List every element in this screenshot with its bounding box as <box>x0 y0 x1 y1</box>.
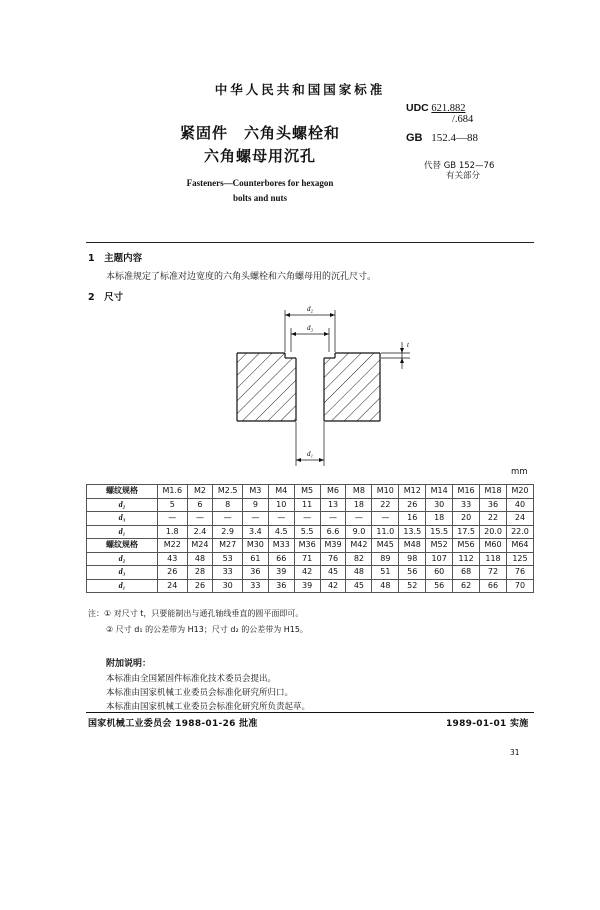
organization-heading: 中华人民共和国国家标准 <box>214 82 386 97</box>
appendix-heading: 附加说明： <box>106 659 152 669</box>
table-cell: 2.4 <box>187 525 213 539</box>
table-cell: 33 <box>213 566 243 580</box>
appendix-line-1: 本标准由全国紧固件标准化技术委员会提出。 <box>106 674 277 684</box>
table-cell: 53 <box>213 552 243 566</box>
table-cell: — <box>268 512 294 526</box>
table-row <box>87 579 534 593</box>
udc-label: UDC <box>406 102 429 114</box>
table-note-2: ② 尺寸 d₁ 的公差带为 H13；尺寸 d₂ 的公差带为 H15。 <box>106 625 308 634</box>
thread-size-cell: M2 <box>187 485 213 499</box>
page-number: 31 <box>510 748 520 757</box>
udc-code <box>406 102 473 125</box>
table-row <box>87 552 534 566</box>
table-cell: — <box>346 512 372 526</box>
table-cell: 82 <box>346 552 372 566</box>
table-cell: 36 <box>480 498 507 512</box>
section1-text: 本标准规定了标准对边宽度的六角头螺栓和六角螺母用的沉孔尺寸。 <box>106 272 377 282</box>
thread-size-cell: M22 <box>158 539 188 553</box>
footer-rule <box>86 712 534 713</box>
thread-size-cell: M14 <box>426 485 453 499</box>
dimension-label <box>87 498 158 512</box>
table-cell: 26 <box>399 498 426 512</box>
dimension-symbol: d₁ <box>118 526 126 536</box>
table-cell: 20.0 <box>480 525 507 539</box>
dimension-label <box>87 579 158 593</box>
table-header-row <box>87 539 534 553</box>
table-cell: 42 <box>294 566 320 580</box>
table-row <box>87 512 534 526</box>
thread-size-cell: M1.6 <box>158 485 188 499</box>
table-row <box>87 498 534 512</box>
table-cell: 89 <box>372 552 399 566</box>
table-cell: 18 <box>426 512 453 526</box>
table-cell: 48 <box>346 566 372 580</box>
thread-size-cell: M64 <box>506 539 533 553</box>
table-row <box>87 566 534 580</box>
gb-label: GB <box>406 132 423 144</box>
thread-size-cell: M24 <box>187 539 213 553</box>
thread-size-cell: M27 <box>213 539 243 553</box>
table-cell: 45 <box>320 566 346 580</box>
table-cell: 24 <box>506 512 533 526</box>
table-cell: 16 <box>399 512 426 526</box>
title-cn-line1: 紧固件 六角头螺栓和 <box>179 124 340 142</box>
thread-size-cell: M56 <box>453 539 480 553</box>
table-cell: 6.6 <box>320 525 346 539</box>
table-cell: 39 <box>268 566 294 580</box>
table-cell: 3.4 <box>242 525 268 539</box>
thread-size-cell: M36 <box>294 539 320 553</box>
table-cell: 66 <box>268 552 294 566</box>
thread-spec-label: 螺纹规格 <box>87 539 158 553</box>
thread-size-cell: M18 <box>480 485 507 499</box>
thread-size-cell: M30 <box>242 539 268 553</box>
thread-size-cell: M6 <box>320 485 346 499</box>
table-cell: 2.9 <box>213 525 243 539</box>
table-cell: 30 <box>213 579 243 593</box>
section1-heading: 1 主题内容 <box>88 253 143 264</box>
table-cell: 36 <box>242 566 268 580</box>
d2-label: d₂ <box>307 305 313 313</box>
table-note-1: 注：① 对尺寸 t，只要能制出与通孔轴线垂直的圆平面即可。 <box>88 609 304 618</box>
table-cell: 10 <box>268 498 294 512</box>
table-cell: 40 <box>506 498 533 512</box>
thread-size-cell: M2.5 <box>213 485 243 499</box>
dimension-symbol: d₂ <box>118 499 126 509</box>
table-cell: 33 <box>453 498 480 512</box>
table-cell: — <box>158 512 188 526</box>
table-cell: 6 <box>187 498 213 512</box>
table-cell: — <box>213 512 243 526</box>
table-cell: 13.5 <box>399 525 426 539</box>
thread-size-cell: M48 <box>399 539 426 553</box>
approval-date: 国家机械工业委员会 1988-01-26 批准 <box>88 719 258 729</box>
dimension-label <box>87 512 158 526</box>
table-cell: 22 <box>372 498 399 512</box>
table-cell: 71 <box>294 552 320 566</box>
table-cell: 56 <box>399 566 426 580</box>
table-cell: 26 <box>158 566 188 580</box>
table-cell: 26 <box>187 579 213 593</box>
table-cell: 70 <box>506 579 533 593</box>
table-cell: 43 <box>158 552 188 566</box>
dimension-symbol: d₂ <box>118 553 126 563</box>
title-en-line1: Fasteners—Counterbores for hexagon <box>186 178 334 188</box>
table-cell: 11 <box>294 498 320 512</box>
table-cell: 76 <box>506 566 533 580</box>
table-cell: 36 <box>268 579 294 593</box>
dimension-symbol: d₃ <box>118 513 126 523</box>
table-cell: 9 <box>242 498 268 512</box>
table-cell: 48 <box>372 579 399 593</box>
table-cell: 107 <box>426 552 453 566</box>
title-cn-line2: 六角螺母用沉孔 <box>203 147 316 165</box>
table-cell: 56 <box>426 579 453 593</box>
table-cell: 11.0 <box>372 525 399 539</box>
table-cell: 33 <box>242 579 268 593</box>
replaces-part: 有关部分 <box>446 171 481 181</box>
gb-number-value: 152.4—88 <box>431 132 478 144</box>
table-cell: 45 <box>346 579 372 593</box>
table-cell: 42 <box>320 579 346 593</box>
table-cell: 61 <box>242 552 268 566</box>
thread-size-cell: M5 <box>294 485 320 499</box>
table-cell: 62 <box>453 579 480 593</box>
table-cell: — <box>320 512 346 526</box>
t-label: t <box>407 341 409 349</box>
table-cell: 39 <box>294 579 320 593</box>
dimension-symbol: d₁ <box>118 580 126 590</box>
table-cell: 52 <box>399 579 426 593</box>
table-cell: 30 <box>426 498 453 512</box>
replaces-note <box>424 161 494 181</box>
appendix-line-3: 本标准由国家机械工业委员会标准化研究所负责起草。 <box>106 702 311 712</box>
table-cell: 22 <box>480 512 507 526</box>
udc-value2: /.684 <box>452 114 474 125</box>
table-cell: 76 <box>320 552 346 566</box>
table-cell: 60 <box>426 566 453 580</box>
standard-title-en <box>150 176 370 206</box>
table-cell: 118 <box>480 552 507 566</box>
table-cell: 28 <box>187 566 213 580</box>
thread-size-cell: M42 <box>346 539 372 553</box>
table-cell: 20 <box>453 512 480 526</box>
thread-size-cell: M60 <box>480 539 507 553</box>
d3-label: d₃ <box>307 324 313 332</box>
thread-spec-label: 螺纹规格 <box>87 485 158 499</box>
table-cell: 125 <box>506 552 533 566</box>
thread-size-cell: M45 <box>372 539 399 553</box>
table-cell: 5 <box>158 498 188 512</box>
standard-title-cn <box>150 122 370 168</box>
table-row <box>87 525 534 539</box>
replaces-text: 代替 GB 152—76 <box>424 161 495 171</box>
thread-size-cell: M39 <box>320 539 346 553</box>
through-hole <box>296 353 324 421</box>
thread-size-cell: M16 <box>453 485 480 499</box>
table-cell: 112 <box>453 552 480 566</box>
table-cell: — <box>294 512 320 526</box>
thread-size-cell: M52 <box>426 539 453 553</box>
thread-size-cell: M4 <box>268 485 294 499</box>
unit-label: mm <box>511 467 528 477</box>
counterbore-recess <box>285 353 335 358</box>
table-cell: 9.0 <box>346 525 372 539</box>
thread-size-cell: M33 <box>268 539 294 553</box>
table-cell: — <box>242 512 268 526</box>
table-cell: 22.0 <box>506 525 533 539</box>
title-en-line2: bolts and nuts <box>232 193 288 203</box>
table-header-row <box>87 485 534 499</box>
appendix-line-2: 本标准由国家机械工业委员会标准化研究所归口。 <box>106 688 294 698</box>
table-cell: 4.5 <box>268 525 294 539</box>
table-cell: 98 <box>399 552 426 566</box>
table-cell: 72 <box>480 566 507 580</box>
gb-number <box>406 132 478 144</box>
table-cell: 17.5 <box>453 525 480 539</box>
thread-size-cell: M20 <box>506 485 533 499</box>
table-cell: 68 <box>453 566 480 580</box>
header-rule <box>86 242 534 243</box>
table-cell: 8 <box>213 498 243 512</box>
thread-size-cell: M3 <box>242 485 268 499</box>
table-cell: 1.8 <box>158 525 188 539</box>
table-cell: 18 <box>346 498 372 512</box>
table-cell: 15.5 <box>426 525 453 539</box>
table-cell: — <box>187 512 213 526</box>
table-cell: 24 <box>158 579 188 593</box>
thread-size-cell: M8 <box>346 485 372 499</box>
dimension-symbol: d₃ <box>118 567 126 577</box>
table-cell: — <box>372 512 399 526</box>
dimension-label <box>87 566 158 580</box>
dimension-label <box>87 525 158 539</box>
table-cell: 51 <box>372 566 399 580</box>
section2-heading: 2 尺寸 <box>88 292 124 303</box>
table-cell: 13 <box>320 498 346 512</box>
dimension-label <box>87 552 158 566</box>
thread-size-cell: M10 <box>372 485 399 499</box>
counterbore-dimension-table <box>86 484 534 593</box>
implementation-date: 1989-01-01 实施 <box>446 719 529 729</box>
counterbore-diagram <box>225 298 420 468</box>
thread-size-cell: M12 <box>399 485 426 499</box>
table-cell: 5.5 <box>294 525 320 539</box>
table-cell: 48 <box>187 552 213 566</box>
udc-value: 621.882 <box>431 103 466 114</box>
d1-label: d₁ <box>307 450 313 458</box>
table-cell: 66 <box>480 579 507 593</box>
